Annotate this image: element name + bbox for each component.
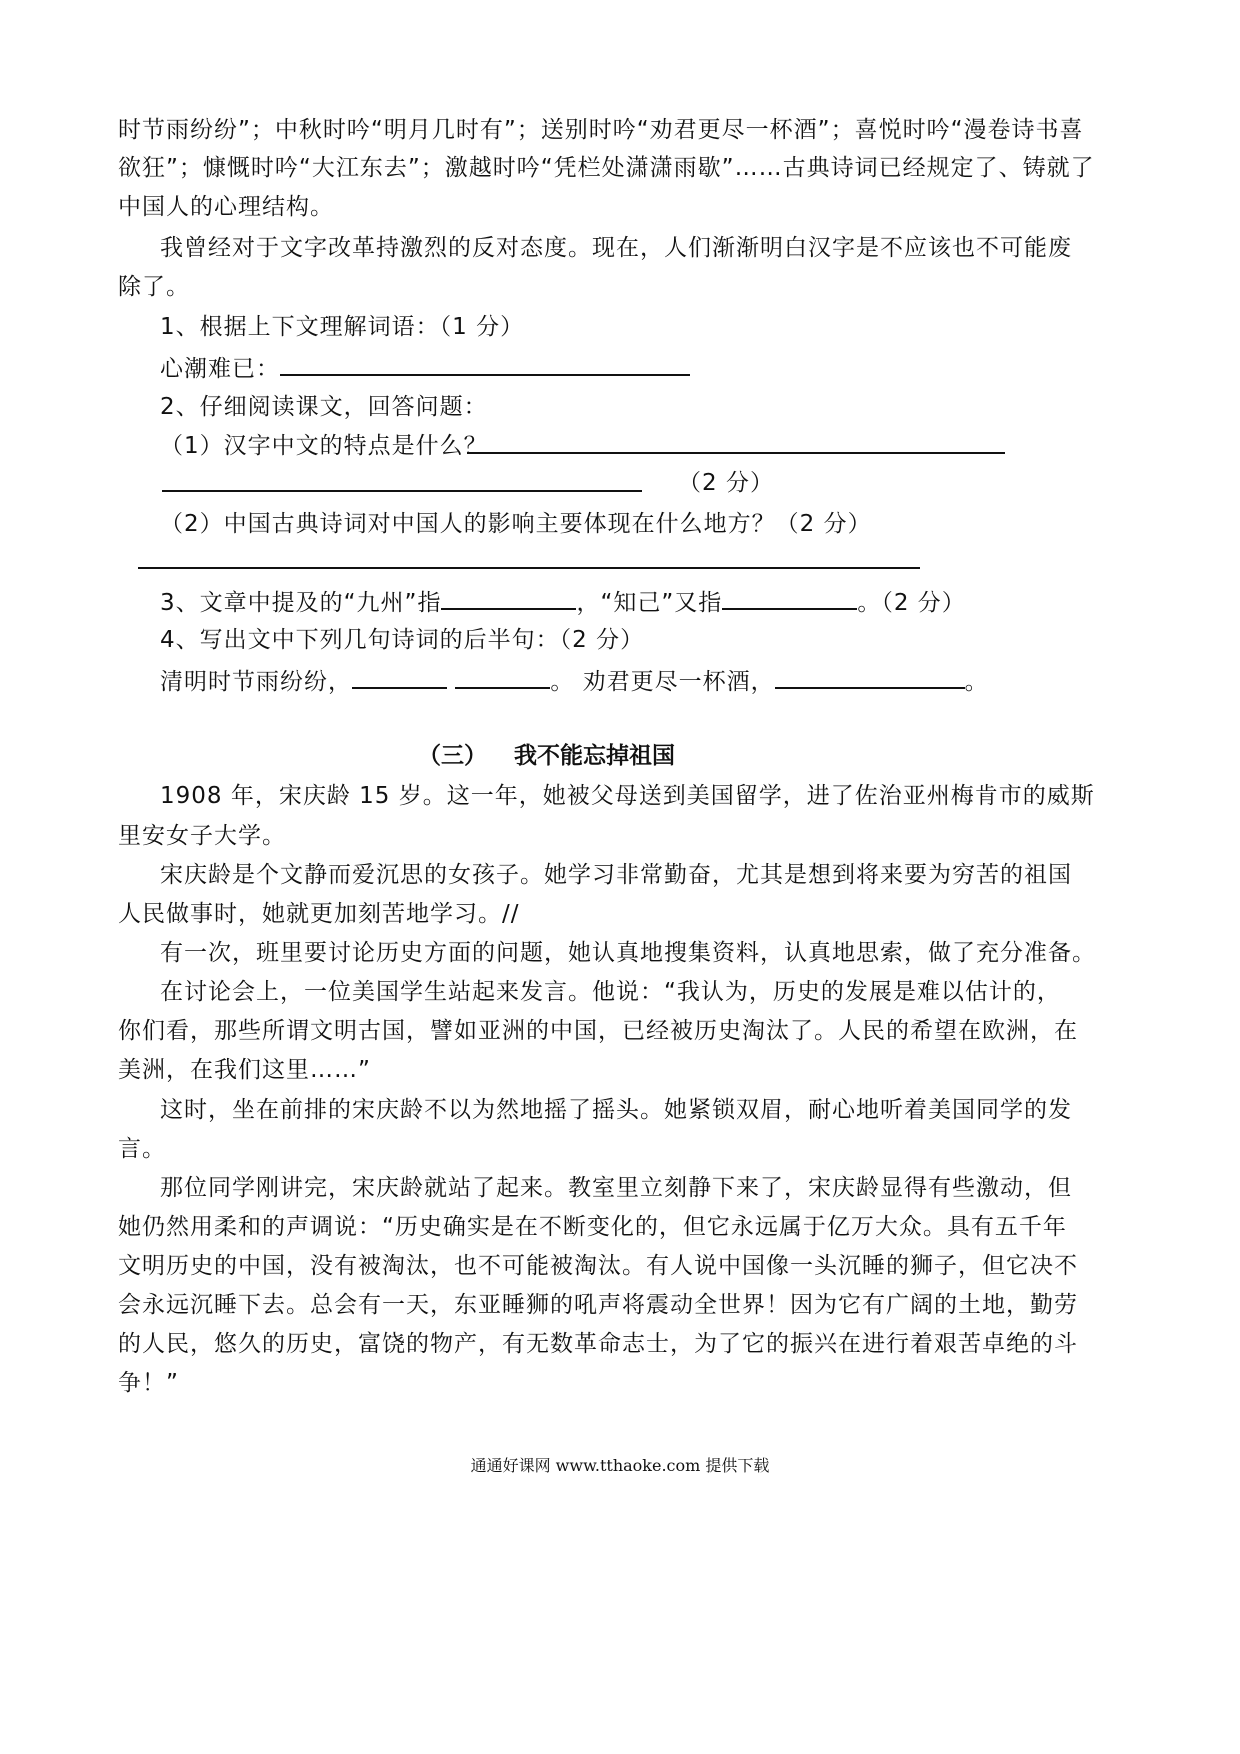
question-2-2: （2）中国古典诗词对中国人的影响主要体现在什么地方？（2 分）: [160, 511, 872, 537]
passage-line: 里安女子大学。: [118, 823, 286, 849]
poem-line: 。 劝君更尽一杯酒，: [550, 669, 775, 695]
passage-line: 时节雨纷纷”；中秋时吟“明月几时有”；送别时吟“劝君更尽一杯酒”；喜悦时吟“漫卷诗书喜: [118, 117, 1084, 143]
question-3-part: 3、文章中提及的“九州”指: [160, 590, 442, 616]
passage-line: 在讨论会上，一位美国学生站起来发言。他说：“我认为，历史的发展是难以估计的，: [160, 979, 1061, 1005]
passage-line: 1908 年，宋庆龄 15 岁。这一年，她被父母送到美国留学，进了佐治亚州梅肯市的威斯: [160, 783, 1095, 809]
question-4-lines: [160, 665, 989, 697]
section-title: 我不能忘掉祖国: [514, 743, 675, 769]
question-1: 1、根据上下文理解词语：（1 分）: [160, 314, 525, 340]
passage-line: 这时，坐在前排的宋庆龄不以为然地摇了摇头。她紧锁双眉，耐心地听着美国同学的发: [160, 1097, 1072, 1123]
answer-blank[interactable]: [467, 452, 1005, 454]
passage-line: 会永远沉睡下去。总会有一天，东亚睡狮的吼声将震动全世界！因为它有广阔的土地，勤劳: [118, 1292, 1078, 1318]
answer-blank[interactable]: [441, 586, 576, 610]
answer-blank[interactable]: [138, 567, 920, 569]
passage-line: 那位同学刚讲完，宋庆龄就站了起来。教室里立刻静下来了，宋庆龄显得有些激动，但: [160, 1175, 1072, 1201]
passage-line: 的人民，悠久的历史，富饶的物产，有无数革命志士，为了它的振兴在进行着艰苦卓绝的斗: [118, 1331, 1078, 1357]
question-2-1: （1）汉字中文的特点是什么？: [160, 433, 488, 459]
question-2: 2、仔细阅读课文，回答问题：: [160, 394, 488, 420]
footer-text: 通通好课网 www.tthaoke.com 提供下载: [470, 1456, 770, 1475]
poem-line: 。: [964, 669, 989, 695]
passage-line: 她仍然用柔和的声调说：“历史确实是在不断变化的，但它永远属于亿万大众。具有五千年: [118, 1214, 1067, 1240]
question-1-term: [160, 352, 690, 384]
passage-line: 言。: [118, 1136, 166, 1162]
passage-line: 除了。: [118, 274, 190, 300]
passage-line: 人民做事时，她就更加刻苦地学习。//: [118, 901, 520, 927]
answer-blank[interactable]: [775, 665, 965, 689]
passage-line: 文明历史的中国，没有被淘汰，也不可能被淘汰。有人说中国像一头沉睡的狮子，但它决不: [118, 1253, 1078, 1279]
passage-line: 有一次，班里要讨论历史方面的问题，她认真地搜集资料，认真地思索，做了充分准备。: [160, 940, 1096, 966]
passage-line: 宋庆龄是个文静而爱沉思的女孩子。她学习非常勤奋，尤其是想到将来要为穷苦的祖国: [160, 862, 1072, 888]
answer-blank[interactable]: [455, 665, 550, 689]
answer-blank[interactable]: [352, 665, 447, 689]
passage-line: 美洲，在我们这里……”: [118, 1057, 371, 1083]
passage-line: 中国人的心理结构。: [118, 194, 334, 220]
question-3: [160, 586, 966, 618]
question-2-1-score: （2 分）: [678, 470, 774, 496]
section-number: （三）: [418, 743, 487, 769]
poem-line: 清明时节雨纷纷，: [160, 669, 352, 695]
passage-line: 欲狂”；慷慨时吟“大江东去”；激越时吟“凭栏处潇潇雨歇”……古典诗词已经规定了、铸就了: [118, 155, 1095, 181]
passage-line: 我曾经对于文字改革持激烈的反对态度。现在，人们渐渐明白汉字是不应该也不可能废: [160, 235, 1072, 261]
answer-blank[interactable]: [280, 352, 690, 376]
answer-blank[interactable]: [162, 490, 642, 492]
term-label: 心潮难已：: [160, 356, 280, 382]
question-4: 4、写出文中下列几句诗词的后半句：（2 分）: [160, 627, 645, 653]
answer-blank[interactable]: [722, 586, 857, 610]
passage-line: 争！”: [118, 1370, 179, 1396]
question-3-part: ，“知己”又指: [576, 590, 723, 616]
passage-line: 你们看，那些所谓文明古国，譬如亚洲的中国，已经被历史淘汰了。人民的希望在欧洲，在: [118, 1018, 1078, 1044]
question-3-part: 。（2 分）: [857, 590, 966, 616]
